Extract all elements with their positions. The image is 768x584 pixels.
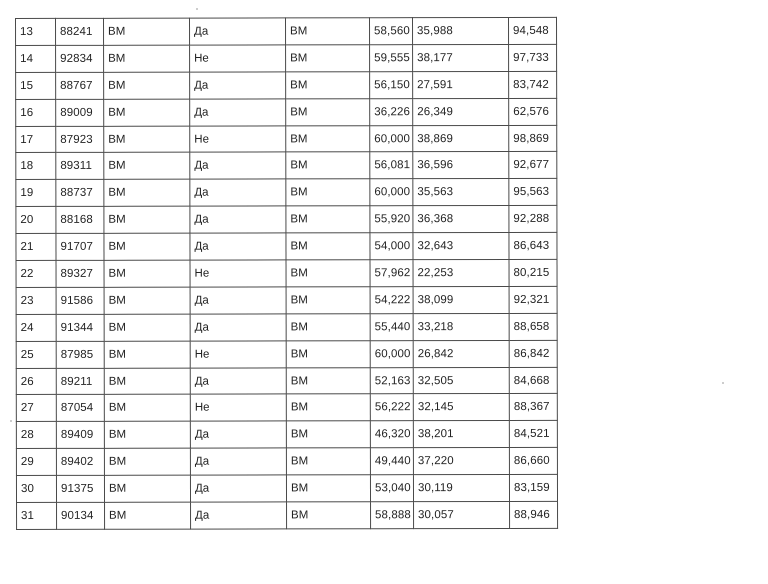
row-number-cell: 26: [16, 368, 56, 395]
score-a-cell: 49,440: [370, 448, 413, 475]
table-row: [16, 44, 557, 72]
code2-cell: ВМ: [286, 206, 370, 233]
answer-cell: Не: [190, 45, 286, 72]
table-row: [16, 394, 557, 422]
code-cell: ВМ: [104, 206, 190, 233]
row-number-cell: 16: [16, 99, 56, 126]
table-row: [16, 340, 557, 368]
total-cell: 83,159: [509, 475, 557, 502]
score-b-cell: 26,349: [413, 98, 509, 125]
scan-speck: [722, 382, 724, 384]
code-cell: ВМ: [104, 260, 190, 287]
score-b-cell: 37,220: [413, 448, 509, 475]
code2-cell: ВМ: [286, 340, 370, 367]
code-cell: ВМ: [104, 475, 190, 502]
row-number-cell: 31: [17, 502, 57, 529]
answer-cell: Не: [190, 341, 286, 368]
code-cell: ВМ: [104, 233, 190, 260]
code2-cell: ВМ: [286, 72, 370, 99]
table-row: [16, 421, 557, 449]
row-number-cell: 15: [16, 72, 56, 99]
total-cell: 80,215: [509, 259, 557, 286]
code-cell: ВМ: [104, 368, 190, 395]
score-a-cell: 52,163: [370, 367, 413, 394]
total-cell: 88,367: [509, 394, 557, 421]
code-cell: ВМ: [104, 153, 190, 180]
id-cell: 91344: [56, 314, 104, 341]
score-b-cell: 36,596: [413, 152, 509, 179]
code2-cell: ВМ: [287, 502, 371, 529]
code2-cell: ВМ: [286, 179, 370, 206]
row-number-cell: 20: [16, 207, 56, 234]
answer-cell: Да: [190, 421, 286, 448]
total-cell: 92,677: [509, 152, 557, 179]
score-b-cell: 38,177: [413, 44, 509, 71]
table-row: [16, 125, 557, 153]
id-cell: 89402: [56, 449, 104, 476]
answer-cell: Да: [190, 448, 286, 475]
code2-cell: ВМ: [286, 475, 370, 502]
score-a-cell: 58,560: [370, 18, 413, 45]
id-cell: 88767: [56, 72, 104, 99]
answer-cell: Не: [190, 125, 286, 152]
score-a-cell: 36,226: [370, 98, 413, 125]
score-a-cell: 46,320: [370, 421, 413, 448]
code2-cell: ВМ: [286, 448, 370, 475]
total-cell: 86,842: [509, 340, 557, 367]
answer-cell: Не: [190, 260, 286, 287]
code2-cell: ВМ: [286, 367, 370, 394]
answer-cell: Не: [190, 394, 286, 421]
total-cell: 94,548: [508, 17, 556, 44]
row-number-cell: 30: [16, 476, 56, 503]
table-row: [16, 98, 557, 126]
scanned-results-sheet: [15, 17, 557, 548]
code-cell: ВМ: [104, 99, 190, 126]
answer-cell: Да: [190, 206, 286, 233]
table-row: [16, 313, 557, 341]
table-row: [16, 206, 557, 234]
row-number-cell: 28: [16, 422, 56, 449]
score-b-cell: 32,145: [413, 394, 509, 421]
score-b-cell: 30,119: [413, 475, 509, 502]
code-cell: ВМ: [105, 502, 191, 529]
code2-cell: ВМ: [286, 233, 370, 260]
answer-cell: Да: [190, 233, 286, 260]
answer-cell: Да: [190, 368, 286, 395]
table-row: [16, 448, 557, 476]
code2-cell: ВМ: [286, 421, 370, 448]
total-cell: 88,946: [510, 501, 558, 528]
table-row: [17, 501, 558, 529]
id-cell: 87054: [56, 395, 104, 422]
answer-cell: Да: [190, 152, 286, 179]
code-cell: ВМ: [104, 18, 190, 45]
code-cell: ВМ: [104, 45, 190, 72]
total-cell: 86,660: [509, 448, 557, 475]
total-cell: 83,742: [509, 71, 557, 98]
row-number-cell: 24: [16, 314, 56, 341]
scan-speck: [196, 8, 198, 10]
score-b-cell: 38,099: [413, 286, 509, 313]
score-b-cell: 38,201: [413, 421, 509, 448]
row-number-cell: 13: [16, 18, 56, 45]
table-row: [16, 475, 557, 503]
id-cell: 92834: [56, 45, 104, 72]
total-cell: 95,563: [509, 179, 557, 206]
score-b-cell: 26,842: [413, 340, 509, 367]
code2-cell: ВМ: [286, 394, 370, 421]
row-number-cell: 29: [16, 449, 56, 476]
answer-cell: Да: [190, 475, 286, 502]
table-row: [16, 367, 557, 395]
code-cell: ВМ: [104, 395, 190, 422]
id-cell: 91586: [56, 287, 104, 314]
code-cell: ВМ: [104, 448, 190, 475]
code2-cell: ВМ: [286, 18, 370, 45]
code2-cell: ВМ: [286, 45, 370, 72]
answer-cell: Да: [190, 72, 286, 99]
row-number-cell: 27: [16, 395, 56, 422]
total-cell: 84,521: [509, 421, 557, 448]
code2-cell: ВМ: [286, 260, 370, 287]
score-b-cell: 36,368: [413, 206, 509, 233]
total-cell: 92,288: [509, 206, 557, 233]
results-table-body: [16, 17, 558, 529]
code2-cell: ВМ: [286, 287, 370, 314]
score-a-cell: 60,000: [370, 340, 413, 367]
total-cell: 88,658: [509, 313, 557, 340]
table-row: [16, 232, 557, 260]
score-a-cell: 56,150: [370, 71, 413, 98]
row-number-cell: 19: [16, 180, 56, 207]
score-a-cell: 55,920: [370, 206, 413, 233]
score-a-cell: 54,222: [370, 287, 413, 314]
id-cell: 89009: [56, 99, 104, 126]
row-number-cell: 18: [16, 153, 56, 180]
score-b-cell: 32,643: [413, 233, 509, 260]
id-cell: 87985: [56, 341, 104, 368]
score-a-cell: 57,962: [370, 260, 413, 287]
answer-cell: Да: [191, 502, 287, 529]
code-cell: ВМ: [104, 314, 190, 341]
id-cell: 91375: [56, 475, 104, 502]
score-a-cell: 56,222: [370, 394, 413, 421]
id-cell: 88737: [56, 180, 104, 207]
id-cell: 90134: [57, 502, 105, 529]
answer-cell: Да: [190, 179, 286, 206]
score-a-cell: 55,440: [370, 313, 413, 340]
code-cell: ВМ: [104, 421, 190, 448]
answer-cell: Да: [190, 99, 286, 126]
score-b-cell: 27,591: [413, 71, 509, 98]
answer-cell: Да: [190, 18, 286, 45]
score-a-cell: 54,000: [370, 233, 413, 260]
score-b-cell: 38,869: [413, 125, 509, 152]
score-a-cell: 60,000: [370, 179, 413, 206]
row-number-cell: 25: [16, 341, 56, 368]
score-a-cell: 58,888: [371, 502, 414, 529]
id-cell: 89327: [56, 260, 104, 287]
id-cell: 87923: [56, 126, 104, 153]
total-cell: 98,869: [509, 125, 557, 152]
code-cell: ВМ: [104, 126, 190, 153]
answer-cell: Да: [190, 314, 286, 341]
total-cell: 86,643: [509, 232, 557, 259]
id-cell: 89311: [56, 153, 104, 180]
total-cell: 97,733: [509, 44, 557, 71]
code-cell: ВМ: [104, 287, 190, 314]
score-b-cell: 22,253: [413, 259, 509, 286]
score-a-cell: 53,040: [370, 475, 413, 502]
code2-cell: ВМ: [286, 125, 370, 152]
id-cell: 88168: [56, 207, 104, 234]
row-number-cell: 17: [16, 126, 56, 153]
code-cell: ВМ: [104, 72, 190, 99]
total-cell: 92,321: [509, 286, 557, 313]
score-a-cell: 56,081: [370, 152, 413, 179]
id-cell: 89409: [56, 422, 104, 449]
table-row: [16, 152, 557, 180]
score-b-cell: 32,505: [413, 367, 509, 394]
row-number-cell: 22: [16, 260, 56, 287]
code2-cell: ВМ: [286, 152, 370, 179]
table-row: [16, 17, 557, 45]
code2-cell: ВМ: [286, 314, 370, 341]
code-cell: ВМ: [104, 341, 190, 368]
score-b-cell: 30,057: [414, 501, 510, 528]
code2-cell: ВМ: [286, 98, 370, 125]
id-cell: 91707: [56, 233, 104, 260]
scan-speck: [10, 420, 12, 422]
table-row: [16, 259, 557, 287]
total-cell: 84,668: [509, 367, 557, 394]
id-cell: 89211: [56, 368, 104, 395]
table-row: [16, 286, 557, 314]
code-cell: ВМ: [104, 179, 190, 206]
id-cell: 88241: [56, 18, 104, 45]
score-a-cell: 59,555: [370, 45, 413, 72]
row-number-cell: 21: [16, 234, 56, 261]
score-a-cell: 60,000: [370, 125, 413, 152]
total-cell: 62,576: [509, 98, 557, 125]
table-row: [16, 179, 557, 207]
row-number-cell: 23: [16, 287, 56, 314]
score-b-cell: 35,988: [413, 17, 509, 44]
results-table: [15, 17, 558, 530]
score-b-cell: 35,563: [413, 179, 509, 206]
answer-cell: Да: [190, 287, 286, 314]
row-number-cell: 14: [16, 45, 56, 72]
table-row: [16, 71, 557, 99]
score-b-cell: 33,218: [413, 313, 509, 340]
